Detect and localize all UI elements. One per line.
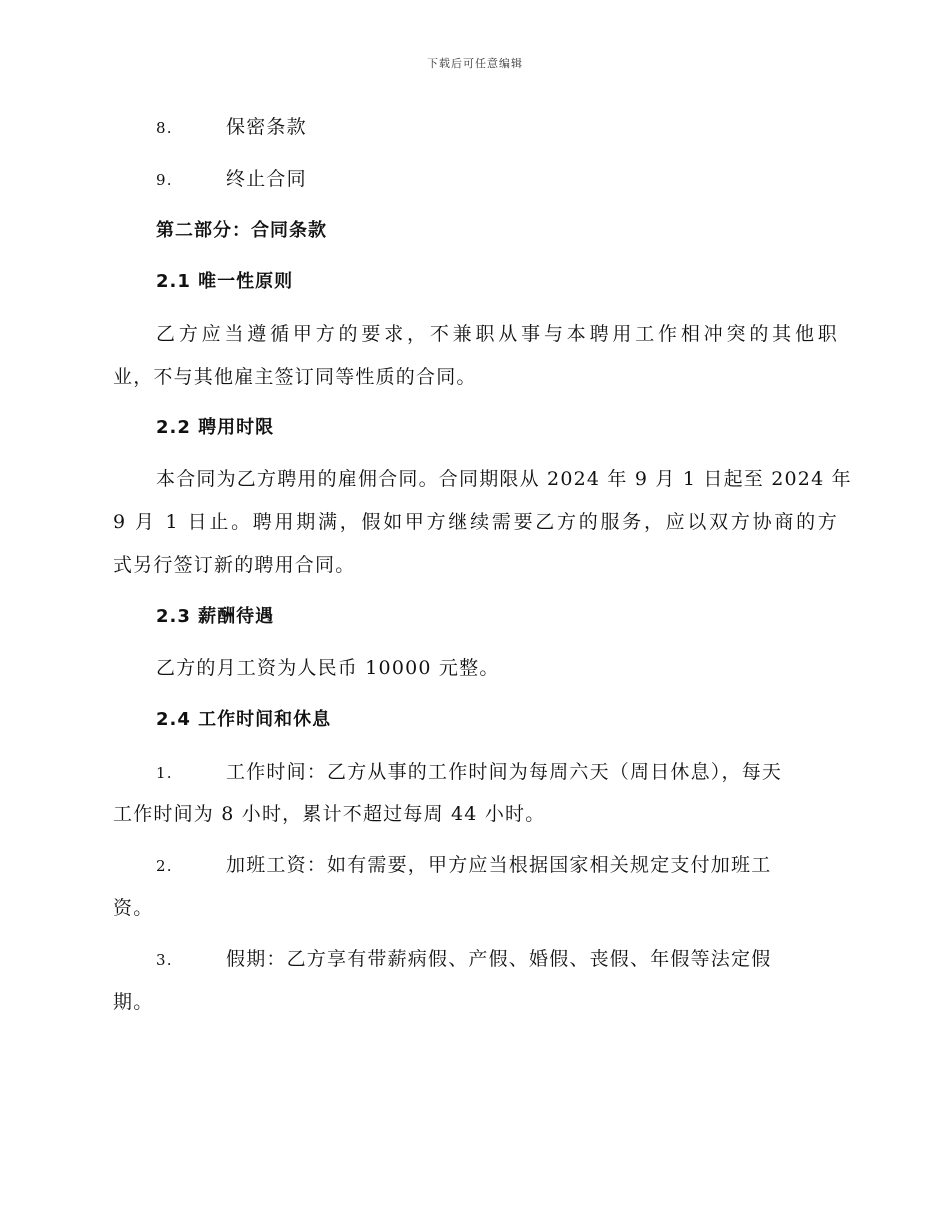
toc-item-label: 保密条款 <box>226 116 307 138</box>
paragraph-line: 业，不与其他雇主签订同等性质的合同。 <box>113 366 477 388</box>
list-item <box>113 947 881 972</box>
paragraph-line: 式另行签订新的聘用合同。 <box>113 554 356 576</box>
list-item-number: 3. <box>156 951 173 969</box>
section-heading-2-1: 2.1 唯一性原则 <box>156 271 294 292</box>
section-heading-2-4: 2.4 工作时间和休息 <box>156 709 332 730</box>
toc-item <box>113 115 881 140</box>
list-item-text: 工作时间：乙方从事的工作时间为每周六天（周日休息），每天 <box>226 761 783 783</box>
toc-item-number: 8. <box>156 119 173 137</box>
toc-item-label: 终止合同 <box>226 168 307 190</box>
list-item <box>113 760 881 785</box>
paragraph-line: 乙方应当遵循甲方的要求，不兼职从事与本聘用工作相冲突的其他职 <box>156 323 838 345</box>
paragraph-line: 乙方的月工资为人民币 10000 元整。 <box>156 657 500 679</box>
list-item-continuation: 资。 <box>113 897 154 919</box>
section-heading-2-3: 2.3 薪酬待遇 <box>156 606 275 627</box>
list-item-text: 假期：乙方享有带薪病假、产假、婚假、丧假、年假等法定假 <box>226 948 772 970</box>
part-title: 第二部分：合同条款 <box>156 220 327 241</box>
list-item-continuation: 工作时间为 8 小时，累计不超过每周 44 小时。 <box>113 803 546 825</box>
section-heading-2-2: 2.2 聘用时限 <box>156 417 275 438</box>
list-item-number: 2. <box>156 857 173 875</box>
list-item <box>113 853 881 878</box>
paragraph-line: 本合同为乙方聘用的雇佣合同。合同期限从 2024 年 9 月 1 日起至 2024 年 <box>156 468 852 490</box>
toc-item-number: 9. <box>156 171 173 189</box>
paragraph-line: 9 月 1 日止。聘用期满，假如甲方继续需要乙方的服务，应以双方协商的方 <box>113 511 838 533</box>
page-header: 下载后可任意编辑 <box>427 57 523 70</box>
list-item-number: 1. <box>156 764 173 782</box>
list-item-text: 加班工资：如有需要，甲方应当根据国家相关规定支付加班工 <box>226 854 772 876</box>
list-item-continuation: 期。 <box>113 991 154 1013</box>
toc-item <box>113 167 881 192</box>
